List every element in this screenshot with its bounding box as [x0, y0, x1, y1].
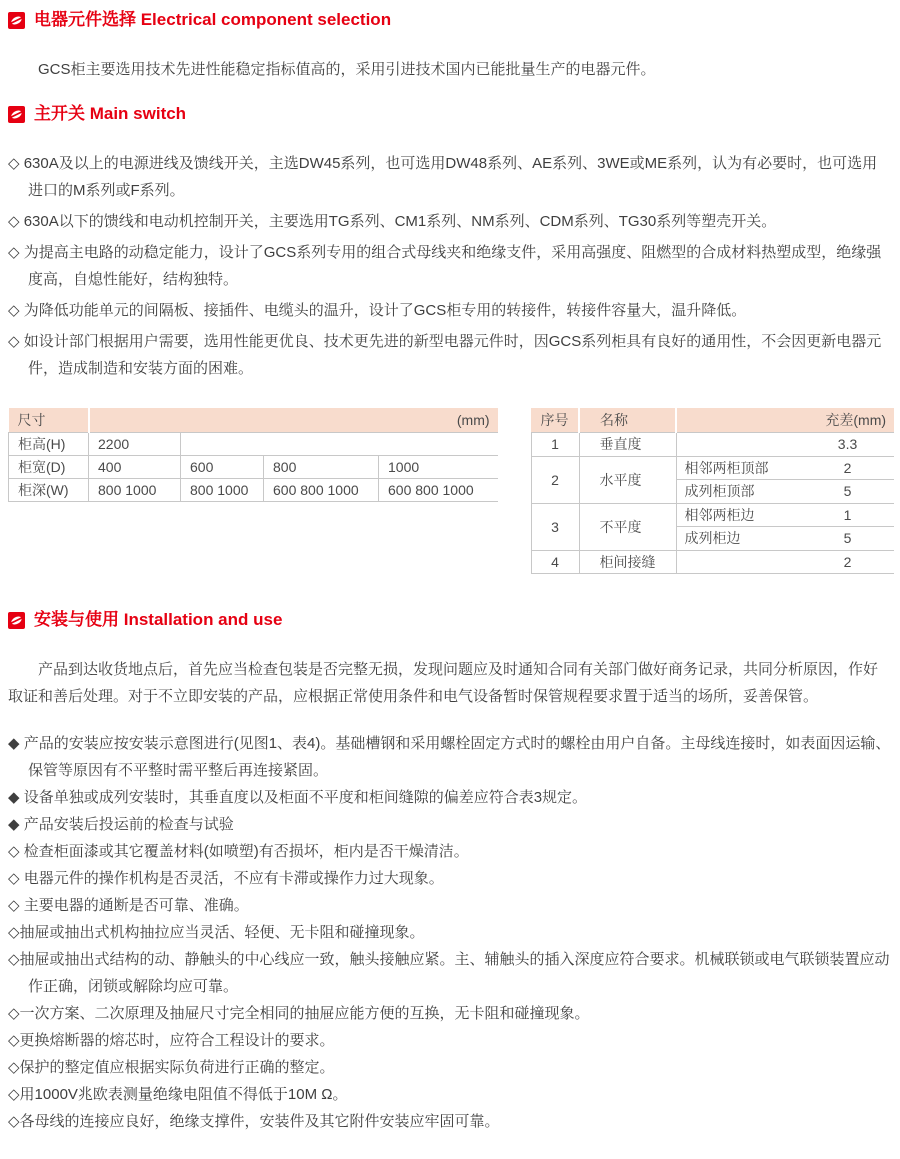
table-cell: 600 800 1000	[264, 479, 379, 502]
sub-label: 相邻两柜顶部	[676, 456, 801, 480]
row-number: 4	[531, 550, 579, 574]
row-number: 2	[531, 456, 579, 503]
table-row	[531, 433, 894, 457]
row-name: 水平度	[579, 456, 676, 503]
table-cell: 600 800 1000	[379, 479, 498, 502]
tables-row	[8, 408, 892, 574]
tol-header-tolerance: 充差(mm)	[676, 408, 894, 433]
row-number: 1	[531, 433, 579, 457]
installation-tolerance-table	[531, 408, 895, 574]
table-row	[531, 456, 894, 480]
table-row	[531, 503, 894, 527]
row-number: 3	[531, 503, 579, 550]
sub-label: 相邻两柜边	[676, 503, 801, 527]
brand-logo-icon	[8, 12, 25, 29]
table-cell: 1000	[379, 456, 498, 479]
list-item: ◇ 如设计部门根据用户需要，选用性能更优良、技术更先进的新型电器元件时，因GCS系列柜具有良好的通用性，不会因更新电器元件，造成制造和安装方面的困难。	[8, 333, 882, 377]
table-cell: 800 1000	[181, 479, 264, 502]
tolerance-value: 5	[801, 527, 894, 551]
table-cell: 400	[89, 456, 181, 479]
sub-label	[676, 433, 801, 457]
list-item: ◇更换熔断器的熔芯时，应符合工程设计的要求。	[8, 1032, 335, 1049]
list-item: ◆ 设备单独或成列安装时，其垂直度以及柜面不平度和柜间缝隙的偏差应符合表3规定。	[8, 789, 588, 806]
list-item: ◆ 产品的安装应按安装示意图进行(见图1、表4)。基础槽钢和采用螺栓固定方式时的螺栓由用户自备。主母线连接时，如表面因运输、保管等原因有不平整时需平整后再连接紧固。	[8, 735, 891, 779]
table-cell: 800 1000	[89, 479, 181, 502]
list-item: ◇ 630A及以上的电源进线及馈线开关，主选DW45系列，也可选用DW48系列、AE系列、3WE或ME系列，认为有必要时，也可选用进口的M系列或F系列。	[8, 155, 878, 199]
sub-label: 成列柜边	[676, 527, 801, 551]
list-item: ◇抽屉或抽出式机构抽拉应当灵活、轻便、无卡阻和碰撞现象。	[8, 924, 425, 941]
table-row	[531, 550, 894, 574]
cabinet-dimensions-table	[8, 408, 498, 502]
list-item: ◇ 电器元件的操作机构是否灵活，不应有卡滞或操作力过大现象。	[8, 870, 444, 887]
table-row	[9, 456, 498, 479]
paragraph: 产品到达收货地点后，首先应当检查包装是否完整无损，发现问题应及时通知合同有关部门做好商务记录，共同分析原因，作好取证和善后处理。对于不立即安装的产品，应根据正常使用条件和电气设备暂时保管规程要求置于适当的场所，妥善保管。	[8, 661, 879, 705]
list-item: ◇ 主要电器的通断是否可靠、准确。	[8, 897, 249, 914]
section-title-text: 主开关 Main switch	[34, 104, 187, 123]
table-cell: 600	[181, 456, 264, 479]
section-title-text: 安装与使用 Installation and use	[34, 610, 283, 629]
sub-label: 成列柜顶部	[676, 480, 801, 504]
table-cell-empty	[181, 433, 498, 456]
table-cell: 2200	[89, 433, 181, 456]
size-header-label: 尺寸	[9, 408, 89, 433]
section-title-main-switch	[8, 104, 892, 124]
installation-list	[8, 730, 892, 1135]
tol-header-name: 名称	[579, 408, 676, 433]
tolerance-value: 2	[801, 456, 894, 480]
tolerance-value: 1	[801, 503, 894, 527]
tolerance-value: 2	[801, 550, 894, 574]
row-name: 不平度	[579, 503, 676, 550]
list-item: ◇保护的整定值应根据实际负荷进行正确的整定。	[8, 1059, 335, 1076]
list-item: ◆ 产品安装后投运前的检查与试验	[8, 816, 234, 833]
section-title-component-selection	[8, 10, 892, 30]
row-label: 柜高(H)	[9, 433, 89, 456]
table-row	[9, 433, 498, 456]
brand-logo-icon	[8, 612, 25, 629]
section-title-text: 电器元件选择 Electrical component selection	[34, 10, 392, 29]
row-label: 柜深(W)	[9, 479, 89, 502]
list-item: ◇各母线的连接应良好，绝缘支撑件，安装件及其它附件安装应牢固可靠。	[8, 1113, 500, 1130]
row-name: 柜间接缝	[579, 550, 676, 574]
list-item: ◇ 检查柜面漆或其它覆盖材料(如喷塑)有否损坏，柜内是否干燥清洁。	[8, 843, 469, 860]
table-row	[9, 479, 498, 502]
list-item: ◇用1000V兆欧表测量绝缘电阻值不得低于10M Ω。	[8, 1086, 348, 1103]
list-item: ◇ 630A以下的馈线和电动机控制开关，主要选用TG系列、CM1系列、NM系列、CDM系列、TG30系列等塑壳开关。	[8, 213, 777, 230]
row-label: 柜宽(D)	[9, 456, 89, 479]
table-cell: 800	[264, 456, 379, 479]
list-item: ◇ 为提高主电路的动稳定能力，设计了GCS系列专用的组合式母线夹和绝缘支件，采用高强度、阻燃型的合成材料热塑成型，绝缘强度高，自熄性能好，结构独特。	[8, 244, 882, 288]
list-item: ◇ 为降低功能单元的间隔板、接插件、电缆头的温升，设计了GCS柜专用的转接件，转接件容量大，温升降低。	[8, 302, 747, 319]
sub-label	[676, 550, 801, 574]
section-title-installation	[8, 610, 892, 630]
list-item: ◇一次方案、二次原理及抽屉尺寸完全相同的抽屉应能方便的互换，无卡阻和碰撞现象。	[8, 1005, 590, 1022]
size-header-unit: (mm)	[89, 408, 498, 433]
brand-logo-icon	[8, 106, 25, 123]
list-item: ◇抽屉或抽出式结构的动、静触头的中心线应一致，触头接触应紧。主、辅触头的插入深度应符合要求。机械联锁或电气联锁装置应动作正确，闭锁或解除均应可靠。	[8, 951, 890, 995]
table-header-row	[531, 408, 894, 433]
row-name: 垂直度	[579, 433, 676, 457]
paragraph: GCS柜主要选用技术先进性能稳定指标值高的，采用引进技术国内已能批量生产的电器元件。	[38, 61, 656, 78]
tolerance-value: 3.3	[801, 433, 894, 457]
table-header-row	[9, 408, 498, 433]
main-switch-list	[8, 150, 892, 382]
tolerance-value: 5	[801, 480, 894, 504]
tol-header-no: 序号	[531, 408, 579, 433]
